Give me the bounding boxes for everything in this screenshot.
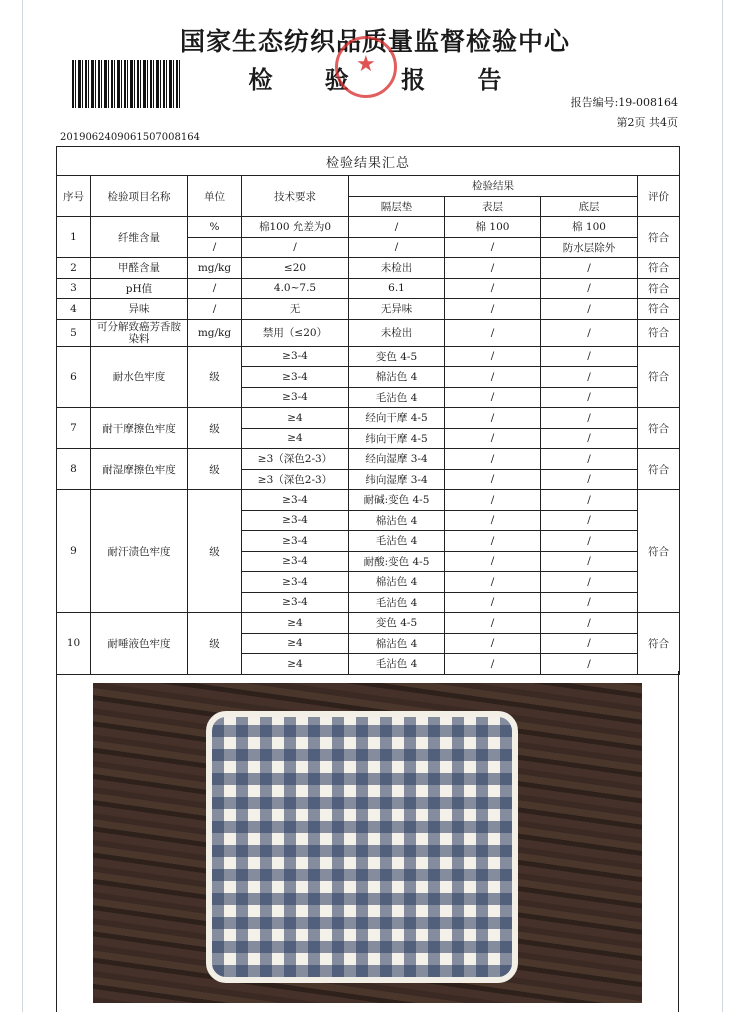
row-requirement: ≥3-4: [242, 572, 349, 593]
page-number: 第2页 共4页: [616, 116, 678, 129]
row-no: 6: [57, 346, 91, 408]
row-result-top: /: [445, 367, 541, 388]
row-evaluation: 符合: [638, 217, 680, 258]
row-requirement: 禁用（≤20）: [242, 319, 349, 346]
row-result-bottom: /: [541, 510, 638, 531]
row-requirement: 4.0~7.5: [242, 278, 349, 299]
row-item: 纤维含量: [91, 217, 188, 258]
header-result: 检验结果: [349, 176, 638, 197]
table-row: [57, 408, 680, 429]
row-result-top: /: [445, 408, 541, 429]
report-number: 报告编号:19-008164: [570, 96, 678, 109]
row-result-top: /: [445, 449, 541, 470]
table-row: [57, 278, 680, 299]
row-result-middle: 毛沾色 4: [349, 592, 445, 613]
row-unit: /: [188, 237, 242, 258]
header-layer-top: 表层: [445, 196, 541, 217]
row-result-top: /: [445, 531, 541, 552]
header-layer-middle: 隔层垫: [349, 196, 445, 217]
row-result-middle: 毛沾色 4: [349, 654, 445, 675]
header-item: 检验项目名称: [91, 176, 188, 217]
row-result-bottom: /: [541, 319, 638, 346]
row-requirement: ≥4: [242, 633, 349, 654]
table-row: [57, 613, 680, 634]
row-result-middle: 毛沾色 4: [349, 531, 445, 552]
row-unit: 级: [188, 346, 242, 408]
row-result-bottom: /: [541, 449, 638, 470]
row-result-top: /: [445, 428, 541, 449]
row-result-bottom: /: [541, 469, 638, 490]
row-result-middle: 变色 4-5: [349, 613, 445, 634]
table-row: [57, 319, 680, 346]
row-no: 8: [57, 449, 91, 490]
row-requirement: ≥3-4: [242, 346, 349, 367]
row-result-bottom: /: [541, 633, 638, 654]
row-result-bottom: /: [541, 408, 638, 429]
row-item: 耐湿摩擦色牢度: [91, 449, 188, 490]
row-item: 耐唾液色牢度: [91, 613, 188, 675]
row-no: 7: [57, 408, 91, 449]
row-result-top: /: [445, 469, 541, 490]
row-result-middle: /: [349, 237, 445, 258]
row-result-middle: 棉沾色 4: [349, 572, 445, 593]
row-result-top: /: [445, 278, 541, 299]
row-evaluation: 符合: [638, 278, 680, 299]
row-result-top: /: [445, 490, 541, 511]
row-result-top: 棉 100: [445, 217, 541, 238]
sample-photo: [93, 683, 642, 1003]
row-result-middle: 棉沾色 4: [349, 633, 445, 654]
results-table: [56, 146, 680, 675]
table-header-row: [57, 176, 680, 197]
row-requirement: ≤20: [242, 258, 349, 279]
row-result-top: /: [445, 299, 541, 320]
row-item: 耐水色牢度: [91, 346, 188, 408]
row-result-middle: 未检出: [349, 319, 445, 346]
row-unit: mg/kg: [188, 319, 242, 346]
row-result-bottom: /: [541, 551, 638, 572]
row-result-middle: 耐酸:变色 4-5: [349, 551, 445, 572]
report-title: 国家生态纺织品质量监督检验中心: [179, 27, 570, 56]
row-result-top: /: [445, 633, 541, 654]
table-row: [57, 217, 680, 238]
row-requirement: ≥3-4: [242, 510, 349, 531]
sample-photo-section: [56, 671, 679, 1012]
page-border-left: [22, 0, 23, 1012]
row-result-middle: 变色 4-5: [349, 346, 445, 367]
row-requirement: ≥3-4: [242, 531, 349, 552]
row-result-middle: 棉沾色 4: [349, 510, 445, 531]
table-caption: 检验结果汇总: [57, 147, 680, 176]
row-result-top: /: [445, 237, 541, 258]
row-evaluation: 符合: [638, 346, 680, 408]
row-result-top: /: [445, 551, 541, 572]
row-unit: /: [188, 278, 242, 299]
row-result-top: /: [445, 592, 541, 613]
row-unit: /: [188, 299, 242, 320]
row-result-bottom: /: [541, 428, 638, 449]
row-item: 耐汗渍色牢度: [91, 490, 188, 613]
row-evaluation: 符合: [638, 408, 680, 449]
table-row: [57, 346, 680, 367]
row-result-bottom: /: [541, 278, 638, 299]
row-evaluation: 符合: [638, 258, 680, 279]
row-result-bottom: 防水层除外: [541, 237, 638, 258]
official-seal-stamp: [335, 36, 397, 98]
row-unit: 级: [188, 408, 242, 449]
row-result-bottom: /: [541, 592, 638, 613]
row-requirement: 棉100 允差为0: [242, 217, 349, 238]
row-requirement: 无: [242, 299, 349, 320]
row-requirement: ≥4: [242, 408, 349, 429]
row-result-top: /: [445, 387, 541, 408]
row-result-bottom: /: [541, 572, 638, 593]
row-result-top: /: [445, 654, 541, 675]
table-row: [57, 449, 680, 470]
row-no: 9: [57, 490, 91, 613]
checkered-mat-image: [206, 711, 518, 983]
row-result-bottom: /: [541, 258, 638, 279]
row-unit: 级: [188, 613, 242, 675]
row-evaluation: 符合: [638, 449, 680, 490]
row-result-bottom: /: [541, 367, 638, 388]
row-result-top: /: [445, 346, 541, 367]
row-evaluation: 符合: [638, 299, 680, 320]
row-requirement: ≥3-4: [242, 490, 349, 511]
table-row: [57, 299, 680, 320]
row-evaluation: 符合: [638, 613, 680, 675]
row-result-middle: 无异味: [349, 299, 445, 320]
serial-number: 2019062409061507008164: [60, 132, 200, 143]
row-unit: %: [188, 217, 242, 238]
row-result-bottom: /: [541, 387, 638, 408]
row-result-middle: 经向湿摩 3-4: [349, 449, 445, 470]
row-result-bottom: /: [541, 613, 638, 634]
row-requirement: ≥3-4: [242, 367, 349, 388]
row-requirement: ≥3（深色2-3）: [242, 469, 349, 490]
row-item: pH值: [91, 278, 188, 299]
row-item: 耐干摩擦色牢度: [91, 408, 188, 449]
row-result-top: /: [445, 319, 541, 346]
row-evaluation: 符合: [638, 490, 680, 613]
row-result-middle: 经向干摩 4-5: [349, 408, 445, 429]
row-result-middle: 毛沾色 4: [349, 387, 445, 408]
row-result-middle: 纬向湿摩 3-4: [349, 469, 445, 490]
row-result-bottom: 棉 100: [541, 217, 638, 238]
header-layer-bottom: 底层: [541, 196, 638, 217]
header-unit: 单位: [188, 176, 242, 217]
header-requirement: 技术要求: [242, 176, 349, 217]
row-result-middle: 纬向干摩 4-5: [349, 428, 445, 449]
row-unit: 级: [188, 490, 242, 613]
row-item: 可分解致癌芳香胺染料: [91, 319, 188, 346]
row-result-middle: /: [349, 217, 445, 238]
row-result-middle: 未检出: [349, 258, 445, 279]
row-item: 异味: [91, 299, 188, 320]
row-no: 5: [57, 319, 91, 346]
row-result-bottom: /: [541, 531, 638, 552]
row-result-middle: 棉沾色 4: [349, 367, 445, 388]
page-border-right: [722, 0, 723, 1012]
row-result-top: /: [445, 572, 541, 593]
row-no: 2: [57, 258, 91, 279]
row-result-top: /: [445, 613, 541, 634]
table-row: [57, 258, 680, 279]
header-evaluation: 评价: [638, 176, 680, 217]
row-result-top: /: [445, 510, 541, 531]
report-subtitle: 检 验 报 告: [248, 66, 524, 94]
row-no: 4: [57, 299, 91, 320]
row-result-bottom: /: [541, 299, 638, 320]
row-unit: mg/kg: [188, 258, 242, 279]
row-item: 甲醛含量: [91, 258, 188, 279]
barcode-image: [72, 60, 182, 108]
row-requirement: ≥4: [242, 613, 349, 634]
row-evaluation: 符合: [638, 319, 680, 346]
row-no: 1: [57, 217, 91, 258]
row-result-bottom: /: [541, 490, 638, 511]
row-result-bottom: /: [541, 654, 638, 675]
row-requirement: ≥4: [242, 654, 349, 675]
row-requirement: ≥3-4: [242, 592, 349, 613]
row-requirement: ≥3-4: [242, 387, 349, 408]
row-result-middle: 6.1: [349, 278, 445, 299]
row-no: 3: [57, 278, 91, 299]
header-no: 序号: [57, 176, 91, 217]
table-row: [57, 490, 680, 511]
row-requirement: ≥3（深色2-3）: [242, 449, 349, 470]
row-requirement: ≥3-4: [242, 551, 349, 572]
row-result-bottom: /: [541, 346, 638, 367]
row-requirement: /: [242, 237, 349, 258]
table-caption-row: [57, 147, 680, 176]
row-no: 10: [57, 613, 91, 675]
row-unit: 级: [188, 449, 242, 490]
row-requirement: ≥4: [242, 428, 349, 449]
row-result-middle: 耐碱:变色 4-5: [349, 490, 445, 511]
row-result-top: /: [445, 258, 541, 279]
